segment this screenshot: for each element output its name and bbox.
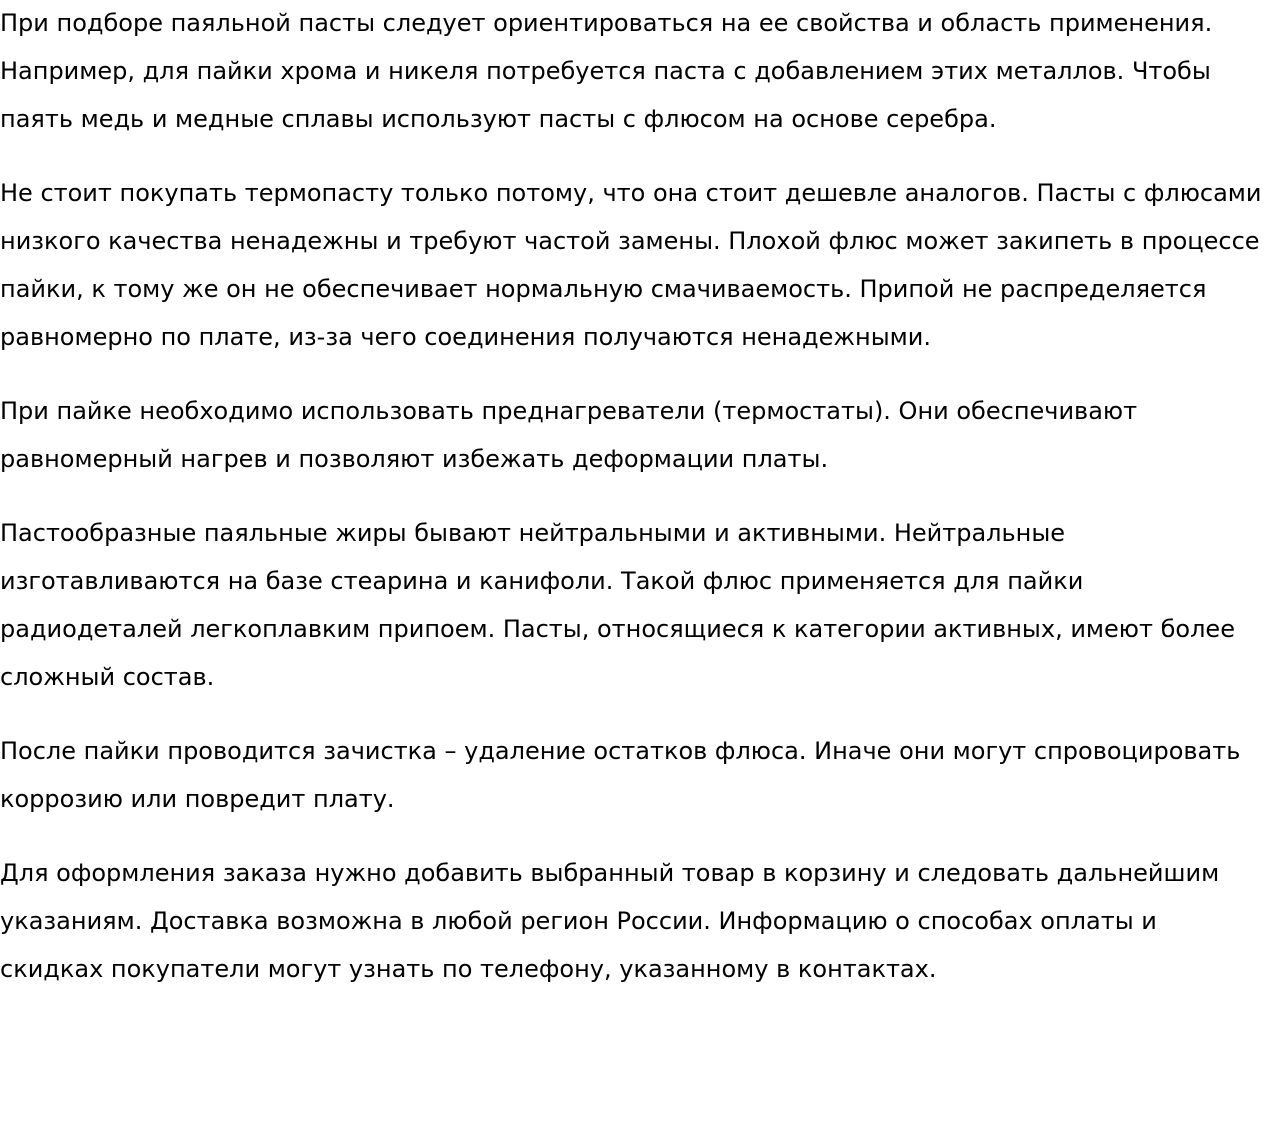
paragraph-ordering: Для оформления заказа нужно добавить выбранный товар в корзину и следовать дальнейшим указаниям. Доставка возможна в любой регион России. Информацию о способах оплаты и скидках покупатели могут узнать по телефону, указанному в контактах. xyxy=(0,859,1220,983)
paragraph-paste-selection: При подборе паяльной пасты следует ориентироваться на ее свойства и область применения. Например, для пайки хрома и никеля потребуется паста с добавлением этих металлов. Чтобы паять медь и медные сплавы используют пасты с флюсом на основе серебра. xyxy=(0,9,1213,133)
paragraph-cleaning: После пайки проводится зачистка – удаление остатков флюса. Иначе они могут спровоцировать коррозию или повредит плату. xyxy=(0,737,1241,813)
paragraph-cheap-paste-warning: Не стоит покупать термопасту только потому, что она стоит дешевле аналогов. Пасты с флюсами низкого качества ненадежны и требуют частой замены. Плохой флюс может закипеть в процессе пайки, к тому же он не обеспечивает нормальную смачиваемость. Припой не распределяется равномерно по плате, из-за чего соединения получаются ненадежными. xyxy=(0,179,1262,351)
paragraph-preheaters: При пайке необходимо использовать преднагреватели (термостаты). Они обеспечивают равномерный нагрев и позволяют избежать деформации платы. xyxy=(0,397,1138,473)
paragraph-paste-types: Пастообразные паяльные жиры бывают нейтральными и активными. Нейтральные изготавливаются на базе стеарина и канифоли. Такой флюс применяется для пайки радиодеталей легкоплавким припоем. Пасты, относящиеся к категории активных, имеют более сложный состав. xyxy=(0,519,1235,691)
